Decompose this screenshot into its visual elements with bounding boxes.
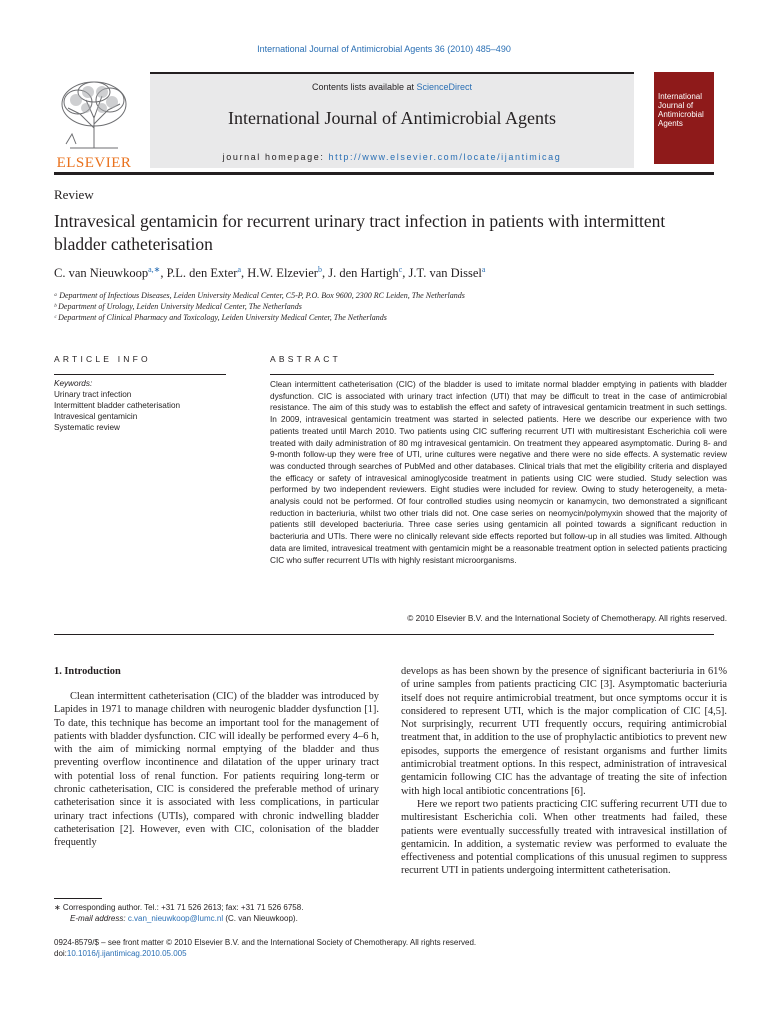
doi-link[interactable]: 10.1016/j.ijantimicag.2010.05.005 (66, 949, 187, 958)
article-title: Intravesical gentamicin for recurrent urinary tract infection in patients with intermittent bladder catheterisation (54, 211, 666, 254)
body-column-left (54, 690, 379, 850)
author[interactable]: H.W. Elzevier$^b$, (247, 265, 329, 281)
keyword: Intravesical gentamicin (54, 412, 138, 421)
email-suffix: (C. van Nieuwkoop). (223, 914, 298, 923)
keyword: Systematic review (54, 423, 120, 432)
article-info-rule (54, 374, 226, 375)
keyword: Urinary tract infection (54, 390, 132, 399)
author-list (54, 265, 714, 281)
elsevier-logo[interactable] (54, 78, 134, 171)
affiliation: ᶜ Department of Clinical Pharmacy and Toxicology, Leiden University Medical Center, The Netherlands (54, 313, 387, 322)
contents-line (150, 82, 634, 92)
body-paragraph: Clean intermittent catheterisation (CIC) of the bladder was introduced by Lapides in 1971 to manage children with neurogenic bladder dysfunction [1]. To date, this technique has become an important tool for the management of patients with bladder dysfunction. CIC will ideally be performed every 4–6 h, with the aim of mimicking normal emptying of the bladder and thus preventing overflow incontinence and dilatation of the upper urinary tract with potential loss of renal function. For patients requiring long-term or chronic catheterisation, CIC is considered the preferable method of urinary catheterisation since it is associated with less complications, in particular urinary tract infections (UTIs), compared with chronic indwelling bladder catheterisation [2]. However, even with CIC, colonisation of the bladder frequently (54, 691, 379, 849)
author[interactable]: J. den Hartigh$^c$, (328, 265, 409, 281)
issn-line: 0924-8579/$ – see front matter © 2010 Elsevier B.V. and the International Society of Chemotherapy. All rights reserved. (54, 938, 477, 947)
email-label: E-mail address: (70, 914, 126, 923)
masthead-divider (54, 172, 714, 175)
article-info-heading: ARTICLE INFO (54, 354, 151, 364)
body-column-right (401, 665, 727, 878)
footnote (54, 902, 384, 924)
sciencedirect-link[interactable]: ScienceDirect (416, 82, 473, 92)
keywords-block (54, 378, 234, 433)
abstract-rule (270, 374, 714, 375)
masthead-banner (150, 72, 634, 168)
journal-cover[interactable] (654, 72, 714, 164)
section-heading-introduction: 1. Introduction (54, 666, 121, 677)
journal-reference[interactable]: International Journal of Antimicrobial Agents 36 (2010) 485–490 (257, 44, 511, 54)
elsevier-tree-icon (56, 78, 132, 150)
author[interactable]: C. van Nieuwkoop$^{a,∗}$, (54, 265, 167, 281)
affiliation: ᵇ Department of Urology, Leiden University Medical Center, The Netherlands (54, 302, 302, 311)
copyright-notice: © 2010 Elsevier B.V. and the International Society of Chemotherapy. All rights reserved. (407, 614, 727, 623)
homepage-prefix: journal homepage: (222, 152, 329, 162)
journal-title[interactable]: International Journal of Antimicrobial Agents (228, 108, 556, 128)
masthead (54, 72, 714, 171)
article-type: Review (54, 187, 94, 202)
issn-block (54, 937, 714, 959)
cover-title: International Journal of Antimicrobial Agents (658, 92, 704, 128)
affiliations (54, 290, 714, 323)
body-paragraph: develops as has been shown by the presence of significant bacteriuria in 61% of urine samples from patients practicing CIC [3]. Asymptomatic bacteriuria itself does not require antimicrobial treatment, but once symptoms occur it is considered to represent UTI, which is the major complication of CIC [4,5]. Not surprisingly, recurrent UTI frequently occurs, requiring antimicrobial treatment that, in addition to the use of prophylactic antibiotics to prevent new episodes, supports the emergence of resistant organisms and further limits antimicrobial treatment options. In this respect, administration of intravesical gentamicin following CIC has the advantage of treating the site of infection with high local antibiotic concentrations [6]. (401, 666, 727, 797)
author[interactable]: J.T. van Dissel$^a$ (408, 265, 486, 281)
email-link[interactable]: c.van_nieuwkoop@lumc.nl (127, 914, 224, 923)
email-line (54, 913, 384, 924)
homepage-link[interactable]: http://www.elsevier.com/locate/ijantimicag (328, 152, 562, 162)
doi-line (54, 948, 714, 959)
affiliation: ᵃ Department of Infectious Diseases, Leiden University Medical Center, C5-P, P.O. Box 9600, 2300 RC Leiden, The Netherlands (54, 291, 465, 300)
elsevier-wordmark: ELSEVIER (56, 155, 132, 171)
footnote-rule (54, 898, 102, 899)
contents-prefix: Contents lists available at (311, 82, 417, 92)
abstract-heading: ABSTRACT (270, 354, 341, 364)
abstract-text: Clean intermittent catheterisation (CIC) of the bladder is used to imitate normal bladder emptying in patients with bladder dysfunction. CIC is associated with urinary tract infection (UTI) that may be difficult to treat in the case of antimicrobial resistance. The aim of this study was to establish the effect and safety of intravesical gentamicin treatment in such settings. In 2009, intravesical gentamicin treatment was started in selected patients. Here we describe our experience with two patients treated until March 2010. Two patients using CIC suffering recurrent UTI with multiresistant Escherichia coli were treated with daily administration of 80 mg intravesical gentamicin. On treatment they appeared asymptomatic. During 8- and 9-month follow-up they were free of UTI, urine cultures were negative and there were no side effects. A systematic review was conducted through searches of PubMed and other databases. Clinical trials that met the eligibility criteria and displayed the efficacy or safety of intravesical aminoglycoside treatment in patients using CIC were studied. Study selection was performed by two independent reviewers. Eight studies were included for review. Owing to study heterogeneity, a meta-analysis could not be performed. Of four controlled studies using neomycin or kanamycin, two demonstrated a significant reduction in bacteriuria, whilst two other trials did not. One case series on neomycin/polymyxin showed that the majority of patients still developed bacteriuria. Three case series using gentamicin all pointed towards a significant reduction in bacteriuria and UTIs. There were no clinically relevant side effects reported but follow-up in all studies was limited. Although data are limited, intravesical treatment with gentamicin might be a reasonable treatment option in selected patients practicing CIC who suffer recurrent UTIs with highly resistant microorganisms. (270, 380, 727, 565)
keyword: Intermittent bladder catheterisation (54, 401, 181, 410)
keywords-label: Keywords: (54, 379, 93, 388)
corresponding-author-note: ∗ Corresponding author. Tel.: +31 71 526 2613; fax: +31 71 526 6758. (54, 903, 304, 912)
author[interactable]: P.L. den Exter$^a$, (166, 265, 248, 281)
body-paragraph: Here we report two patients practicing CIC suffering recurrent UTI due to multiresistant Escherichia coli. When other treatments had failed, these patients were eventually successfully treated with intravesical instillation of gentamicin. In addition, a systematic review was performed to evaluate the effectiveness and potential complications of this unusual regimen to suppress recurrent UTI in patients undergoing intermittent catheterisation. (401, 798, 727, 877)
abstract-bottom-rule (54, 634, 714, 635)
homepage-line (150, 152, 634, 162)
doi-label: doi: (54, 949, 67, 958)
